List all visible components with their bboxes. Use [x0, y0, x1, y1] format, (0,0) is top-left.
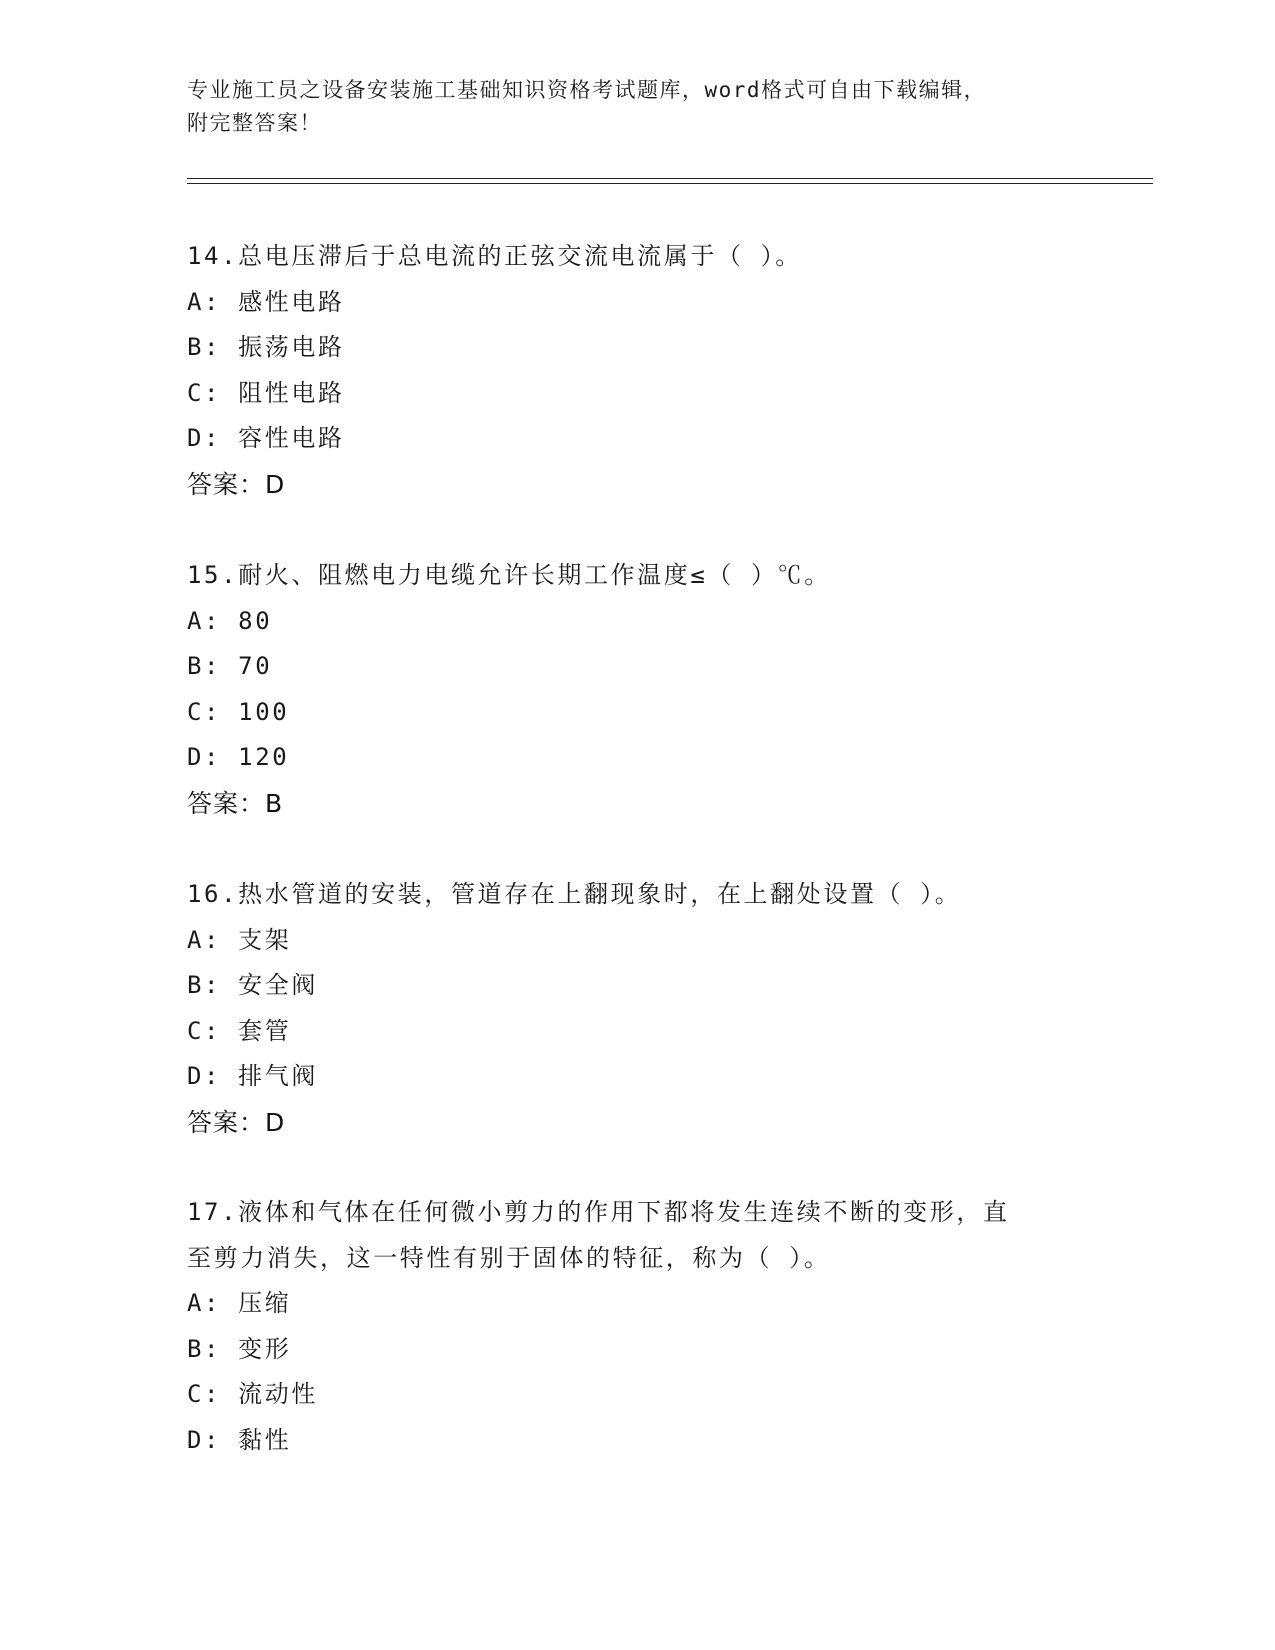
option-c: C: 阻性电路 [187, 378, 345, 407]
option-a: A: 感性电路 [187, 287, 345, 316]
answer: 答案：B [187, 788, 284, 818]
option-c: C: 套管 [187, 1016, 292, 1045]
option-d: D: 120 [187, 743, 290, 771]
answer: 答案：D [187, 469, 286, 499]
header-line-1: 专业施工员之设备安装施工基础知识资格考试题库，word格式可自由下载编辑， [187, 78, 987, 102]
question-16 [187, 872, 1087, 1145]
option-d: D: 排气阀 [187, 1062, 318, 1090]
question-17 [187, 1190, 1087, 1463]
option-d: D: 黏性 [187, 1425, 292, 1454]
answer: 答案：D [187, 1107, 286, 1137]
option-d: D: 容性电路 [187, 424, 345, 452]
question-stem: 14.总电压滞后于总电流的正弦交流电流属于（ ）。 [187, 242, 802, 270]
option-b: B: 振荡电路 [187, 333, 345, 361]
header-line-2: 附完整答案！ [187, 111, 322, 135]
header-divider-top [187, 178, 1153, 179]
document-header [187, 74, 1087, 140]
question-14 [187, 234, 1087, 507]
question-stem: 15.耐火、阻燃电力电缆允许长期工作温度≤（ ）℃。 [187, 561, 831, 589]
option-a: A: 支架 [187, 925, 292, 954]
option-c: C: 流动性 [187, 1380, 318, 1408]
option-b: B: 安全阀 [187, 971, 318, 999]
option-a: A: 80 [187, 606, 273, 635]
option-c: C: 100 [187, 697, 290, 726]
question-stem-line-1: 17.液体和气体在任何微小剪力的作用下都将发生连续不断的变形，直 [187, 1198, 1010, 1226]
question-15 [187, 553, 1087, 826]
question-stem: 16.热水管道的安装，管道存在上翻现象时，在上翻处设置（ ）。 [187, 880, 962, 908]
option-a: A: 压缩 [187, 1289, 292, 1317]
header-divider-bottom [187, 183, 1153, 184]
question-stem-line-2: 至剪力消失，这一特性有别于固体的特征，称为（ ）。 [187, 1243, 831, 1272]
option-b: B: 70 [187, 652, 273, 680]
option-b: B: 变形 [187, 1334, 292, 1363]
